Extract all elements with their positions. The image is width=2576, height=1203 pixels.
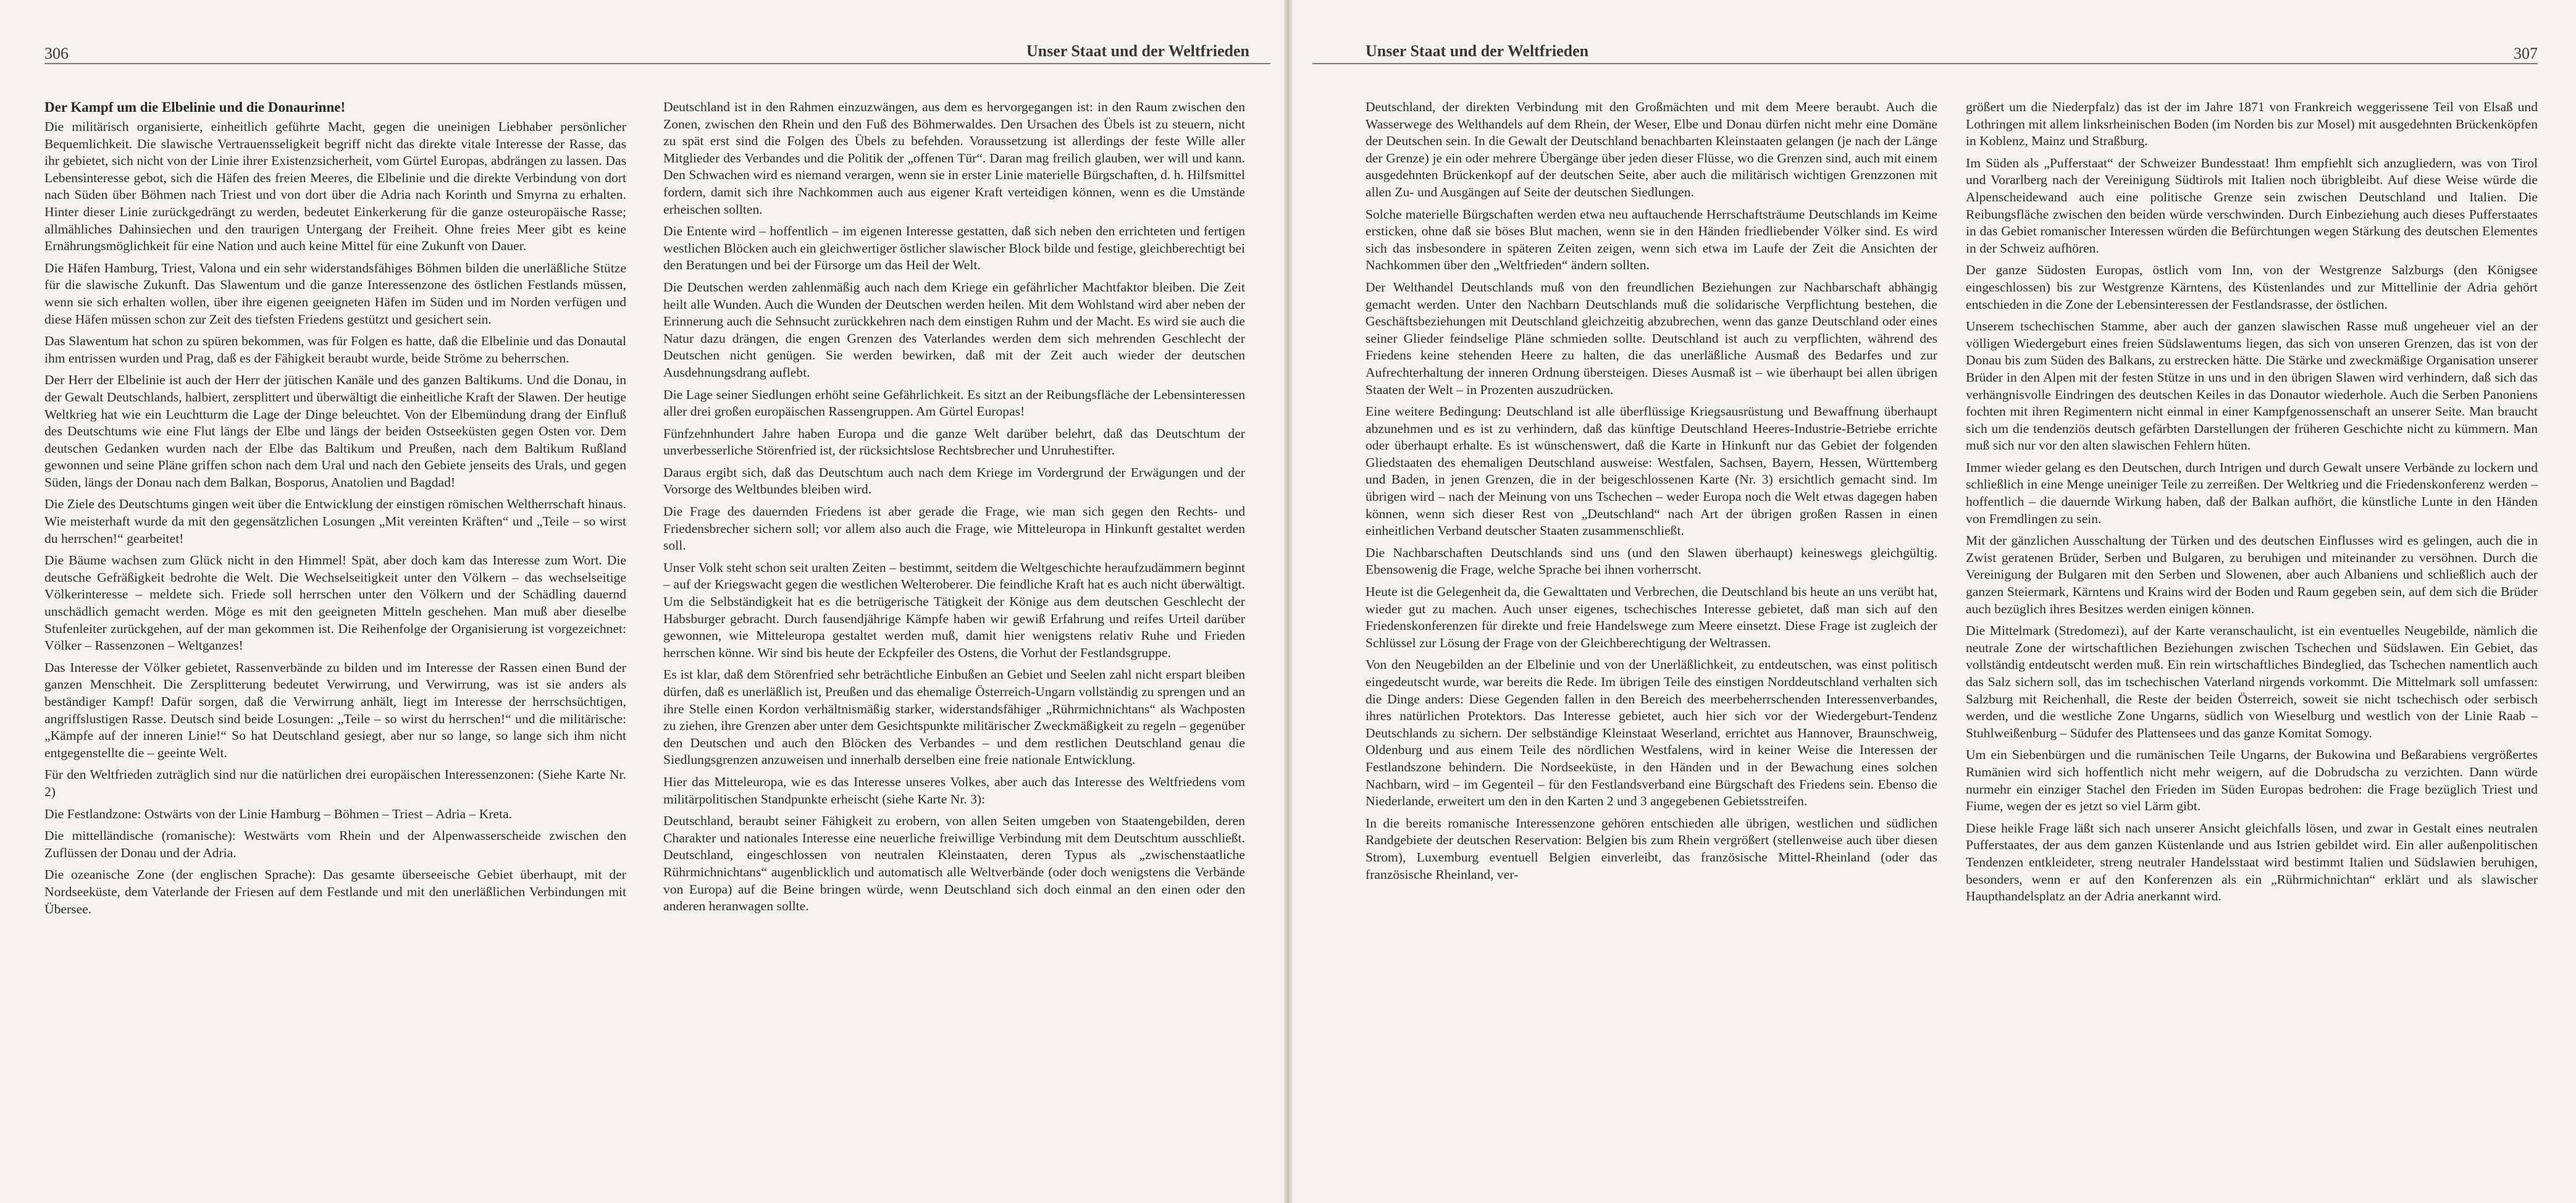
- page-number-left: 306: [44, 44, 69, 62]
- paragraph: Das Interesse der Völker gebietet, Rassenverbände zu bilden und im Interesse der Rassen einen Bund der ganzen Menschheit. Die Zersplitterung bedeutet Verwirrung, und Verwirrung, was ist sie anders als beständiger Kampf! Dafür sorgen, daß die Verwirrung anhält, liegt im Interesse der herrschsüchtigen, angriffslustigen Rasse. Deutsch sind beide Losungen: „Teile – so wirst du herrschen!“ und die militärische: „Kämpfe auf der inneren Linie!“ So hat Deutschland gesiegt, aber nur so lange, so lange sich ihm nicht entgegenstellte die – geeinte Welt.: [44, 660, 626, 760]
- paragraph: Die Deutschen werden zahlenmäßig auch nach dem Kriege ein gefährlicher Machtfaktor bleiben. Die Zeit heilt alle Wunden. Auch die Wunden der Deutschen werden heilen. Mit dem Wohlstand wird aber neben der Erinnerung auch die Sehnsucht zurückkehren nach dem einstigen Ruhm und der Macht. Es wird sie auch die Natur dazu drängen, die engen Grenzen des Vaterlandes werden dem sich mehrenden Geschlecht der Deutschen nicht genügen. Sie werden bewirken, daß mit der Zeit auch wieder der deutschen Ausdehnungsdrang auflebt.: [663, 279, 1245, 380]
- paragraph: Der ganze Südosten Europas, östlich vom Inn, von der Westgrenze Salzburgs (den Königsee eingeschlossen) bis zur Westgrenze Kärntens, des Küstenlandes und zur Mittellinie der Adria gehört entschieden in die Zone der Lebensinteressen der Festlandsrasse, der östlichen.: [1966, 262, 2538, 312]
- paragraph: Fünfzehnhundert Jahre haben Europa und die ganze Welt darüber belehrt, daß das Deutschtum der unverbesserliche Störenfried ist, der rücksichtslose Rechtsbrecher und Unruhestifter.: [663, 425, 1245, 458]
- right-column-2: [1966, 99, 2538, 910]
- paragraph: Eine weitere Bedingung: Deutschland ist alle überflüssige Kriegsausrüstung und Bewaffnung überhaupt abzunehmen und es ist zu verhindern, daß das künftige Deutschland Heeres-Industrie-Betriebe errichte oder überhaupt erhalte. Es ist wünschenswert, daß die Karte in Hinkunft nur das Gebiet der folgenden Gliedstaaten des ehemaligen Deutschland ausweise: Westfalen, Sachsen, Bayern, Hessen, Württemberg und Baden, in jenen Grenzen, die in der beigeschlossenen Karte (Nr. 3) ersichtlich gemacht sind. Im übrigen wird – nach der Meinung von uns Tschechen – weder Europa noch die Welt etwas dagegen haben können, wenn sich dieser Rest von „Deutschland“ nach Art der übrigen großen Rassen in einen einheitlichen Verband deutscher Staaten zusammenschließt.: [1366, 404, 1937, 539]
- paragraph: Von den Neugebilden an der Elbelinie und von der Unerläßlichkeit, zu entdeutschen, was einst politisch eingedeutscht wurde, war bereits die Rede. Im übrigen Teile des einstigen Norddeutschland verhalten sich die Dinge anders: Diese Gegenden fallen in den Bereich des meerbeherrschenden Interessenverbandes, ihres natürlichen Protektors. Das Interesse gebietet, auch hier sich vor der Wiedergeburt-Tendenz Deutschlands zu sichern. Der selbständige Kleinstaat Weserland, errichtet aus Hannover, Braunschweig, Oldenburg und aus einem Teile des nördlichen Westfalens, wird in keiner Weise die Interessen der Festlandszone behindern. Die Nordseeküste, in den Händen und in der Bewachung eines solchen Nachbarn, wird – im Gegenteil – für den Festlandsverband eine Bürgschaft des Friedens sein. Ebenso die Niederlande, erweitert um den in den Karten 2 und 3 angegebenen Gebietsstreifen.: [1366, 657, 1937, 809]
- paragraph: Die Nachbarschaften Deutschlands sind uns (und den Slawen überhaupt) keineswegs gleichgültig. Ebensowenig die Frage, welche Sprache bei ihnen vorherrscht.: [1366, 545, 1937, 577]
- page-number-right: 307: [2514, 44, 2538, 62]
- paragraph: Heute ist die Gelegenheit da, die Gewalttaten und Verbrechen, die Deutschland bis heute an uns verübt hat, wieder gut zu machen. Auch unser eigenes, tschechisches Interesse gebietet, daß man sich auf den Friedenskonferenzen für direkte und freie Handelswege zum Meere einsetzt. Diese Frage ist zugleich der Schlüssel zur Lösung der Frage von der Gleichberechtigung der Weltrassen.: [1366, 584, 1937, 650]
- paragraph: Der Herr der Elbelinie ist auch der Herr der jütischen Kanäle und des ganzen Baltikums. Und die Donau, in der Gewalt Deutschlands, halbiert, zersplittert und überwältigt die einheitliche Kraft der Slawen. Der heutige Weltkrieg hat wie ein Leuchtturm die Lage der Dinge beleuchtet. Von der Elbemündung drang der Einfluß des Deutschtums wie eine Flut längs der Elbe und längs der beiden Ostseeküsten gegen Osten vor. Dem deutschen Gedanken wurden nach der Elbe das Baltikum und Preußen, nach dem Baltikum Rußland gewonnen und seine Pläne griffen schon nach dem Ural und nach den Gebiete jenseits des Urals, und gegen Süden, längs der Donau nach dem Balkan, Bosporus, Anatolien und Bagdad!: [44, 372, 626, 490]
- paragraph: Die ozeanische Zone (der englischen Sprache): Das gesamte überseeische Gebiet überhaupt, mit der Nordseeküste, dem Vaterlande der Friesen auf dem Festlande und mit den unerläßlichen Verbindungen mit Übersee.: [44, 867, 626, 916]
- left-column-1: [44, 99, 626, 923]
- section-heading: Der Kampf um die Elbelinie und die Donaurinne!: [44, 99, 346, 115]
- paragraph: Immer wieder gelang es den Deutschen, durch Intrigen und durch Gewalt unsere Verbände zu lockern und schließlich in eine Menge uneiniger Teile zu zerreißen. Der Weltkrieg und die Friedenskonferenz werden – hoffentlich – die dauernde Wirkung haben, daß der Balkan aufhört, die künstliche Lunte in den Händen von Fremdlingen zu sein.: [1966, 459, 2538, 526]
- paragraph: Diese heikle Frage läßt sich nach unserer Ansicht gleichfalls lösen, und zwar in Gestalt eines neutralen Pufferstaates, der aus dem ganzen Küstenlande und aus Istrien gebildet wird. Ein aller außenpolitischen Tendenzen entkleideter, streng neutraler Handelsstaat wird bestimmt Italien und Südslawien beruhigen, besonders, wenn er auf den Konferenzen als ein „Rührmichnichtan“ erklärt und als slawischer Haupthandelsplatz an der Adria anerkannt wird.: [1966, 820, 2538, 904]
- paragraph: Unser Volk steht schon seit uralten Zeiten – bestimmt, seitdem die Weltgeschichte heraufzudämmern beginnt – auf der Kriegswacht gegen die westlichen Welteroberer. Die feindliche Kraft hat es auch nicht überwältigt. Um die Selbständigkeit hat es die betrügerische Tätigkeit der Könige aus dem deutschen Geschlecht der Habsburger gebracht. Durch fausendjährige Kämpfe haben wir gewiß Erfahrung und reifes Urteil darüber gewonnen, wie Mitteleuropa gestaltet werden muß, damit hier wenigstens relativ Ruhe und Frieden herrschen könne. Wir sind bis heute der Eckpfeiler des Ostens, die Vorhut der Festlandsgruppe.: [663, 560, 1245, 660]
- paragraph: Die Mittelmark (Stredomezi), auf der Karte veranschaulicht, ist ein eventuelles Neugebilde, nämlich die neutrale Zone der wirtschaftlichen Beziehungen zwischen Tschechen und Südslawen. Ein Gebiet, das vollständig entdeutscht werden muß. Ein rein wirtschaftliches Bindeglied, das Tschechen namentlich auch das Salz sichern soll, das im tschechischen Vaterland nirgends vorkommt. Die Mittelmark soll umfassen: Salzburg mit Reichenhall, die Reste der beiden Österreich, soweit sie nicht tschechisch oder serbisch werden, und die westliche Zone Ungarns, südlich von Wieselburg und westlich von der Linie Raab – Stuhlweißenburg – Südufer des Plattensees und das ganze Komitat Somogy.: [1966, 623, 2538, 740]
- paragraph: Die militärisch organisierte, einheitlich geführte Macht, gegen die uneinigen Liebhaber persönlicher Bequemlichkeit. Die slawische Vertrauensseligkeit begriff nicht das direkte vitale Interesse der Rasse, das ihr gebietet, sich nicht von der Linie ihrer Existenzsicherheit, vom Gürtel Europas, abdrängen zu lassen. Das Lebensinteresse gebot, sich die Häfen des freien Meeres, die Elbelinie und die direkte Verbindung von dort nach Süden über Böhmen nach Triest und von dort über die Adria nach Korinth und Smyrna zu erhalten. Hinter dieser Linie zurückgedrängt zu werden, bedeutet Einkerkerung für die ganze osteuropäische Rasse; allmähliches Dahinsiechen und den traurigen Untergang der Freiheit. Ohne freies Meer gibt es keine Ernährungsmöglichkeit für eine Nation und auch keine Mittel für eine Zukunft von Dauer.: [44, 119, 626, 254]
- left-page-columns: [44, 99, 1270, 923]
- paragraph: Mit der gänzlichen Ausschaltung der Türken und des deutschen Einflusses wird es gelingen, auch die in Zwist geratenen Brüder, Serben und Bulgaren, zu beruhigen und miteinander zu versöhnen. Durch die Vereinigung der Bulgaren mit den Serben und Slowenen, aber auch Albaniens und schließlich auch der ganzen Steiermark, Kärntens und Krains wird der Boden und Raum gegeben sein, auf dem sich die Brüder auch bezüglich ihres Besitzes werden einigen können.: [1966, 533, 2538, 616]
- paragraph: Deutschland ist in den Rahmen einzuzwängen, aus dem es hervorgegangen ist: in den Raum zwischen den Zonen, zwischen den Rhein und den Fuß des Böhmerwaldes. Den Ursachen des Übels ist zu steuern, nicht zu spät erst sind die Folgen des Übels zu befehden. Voraussetzung ist allerdings der feste Wille aller Mitglieder des Verbandes und die Politik der „offenen Tür“. Daran mag freilich glauben, wer will und kann. Den Schwachen wird es niemand verargen, wenn sie in erster Linie materielle Bürgschaften, d. h. Hilfsmittel fordern, damit sich ihre Nachkommen auch aus eigener Kraft verteidigen können, wenn es die Umstände erheischen sollten.: [663, 99, 1245, 217]
- right-column-1: [1366, 99, 1937, 910]
- paragraph: Die Frage des dauernden Friedens ist aber gerade die Frage, wie man sich gegen den Rechts- und Friedensbrecher sichern soll; vor allem also auch die Frage, wie Mitteleuropa in Hinkunft gestaltet werden soll.: [663, 504, 1245, 553]
- paragraph: Deutschland, beraubt seiner Fähigkeit zu erobern, von allen Seiten umgeben von Staatengebilden, deren Charakter und nationales Interesse eine neuerliche freiwillige Verbindung mit dem Deutschtum ausschließt. Deutschland, eingeschlossen von neutralen Kleinstaaten, deren Typus als „zwischenstaatliche Rührmichnichtans“ augenblicklich und automatisch alle Weltverbände (oder doch wenigstens die Verbände von Europa) auf die Beine bringen würde, wenn Deutschland sich doch einmal an den einen oder den anderen heranwagen sollte.: [663, 813, 1245, 914]
- paragraph: Solche materielle Bürgschaften werden etwa neu auftauchende Herrschaftsträume Deutschlands im Keime ersticken, ohne daß sie böses Blut machen, wenn sie in den Händen friedliebender Völker sind. Es wird sich das insbesondere in späteren Zeiten zeigen, wenn sich etwa im Laufe der Zeit die Ansichten der Nachkommen über den „Weltfrieden“ ändern sollten.: [1366, 206, 1937, 273]
- paragraph: Der Welthandel Deutschlands muß von den freundlichen Beziehungen zur Nachbarschaft abhängig gemacht werden. Unter den Nachbarn Deutschlands muß die solidarische Verpflichtung bestehen, die Geschäftsbeziehungen mit Deutschland gleichzeitig abzubrechen, wenn das ganze Deutschland oder eines seiner Glieder feindselige Pläne schmieden sollte. Deutschland ist auch zu verpflichten, während des Friedens keine stehenden Heere zu halten, die das unerläßliche Ausmaß des Bedarfes und zur Aufrechterhaltung der inneren Ordnung übersteigen. Dieses Ausmaß ist – wie überhaupt bei allen übrigen Staaten der Welt – in Prozenten auszudrücken.: [1366, 279, 1937, 397]
- paragraph: Die Festlandzone: Ostwärts von der Linie Hamburg – Böhmen – Triest – Adria – Kreta.: [44, 806, 513, 821]
- book-gutter: [1284, 0, 1293, 1203]
- paragraph: Die Häfen Hamburg, Triest, Valona und ein sehr widerstandsfähiges Böhmen bilden die unerläßliche Stütze für die slawische Zukunft. Das Slawentum und die ganze Interessenzone des östlichen Festlands müssen, wenn sie sich erhalten wollen, über ihre eigenen geeigneten Häfen im Süden und im Norden verfügen und diese Häfen müssen schon zur Zeit des tiefsten Friedens gestützt und gesichert sein.: [44, 260, 626, 327]
- right-page-columns: [1366, 99, 2538, 910]
- paragraph: In die bereits romanische Interessenzone gehören entschieden alle übrigen, westlichen und südlichen Randgebiete der deutschen Reservation: Belgien bis zum Rhein vergrößert (stellenweise auch über diesen Strom), Luxemburg eventuell Belgien einverleibt, das französische Mittel-Rheinland (oder das französische Rheinland, ver-: [1366, 815, 1937, 882]
- paragraph: Die Bäume wachsen zum Glück nicht in den Himmel! Spät, aber doch kam das Interesse zum Wort. Die deutsche Gefräßigkeit bedrohte die Welt. Die Wechselseitigkeit unter den Völkern – das wechselseitige Völkerinteresse – meldete sich. Friede soll herrschen unter den Völkern und der Schädling dauernd unschädlich gemacht werden. Möge es mit den geeigneten Mitteln geschehen. Man muß aber dieselbe Stufenleiter zurückgehen, auf der man gekommen ist. Die Reihenfolge der Organisierung ist vorgezeichnet: Völker – Rassenzonen – Weltganzes!: [44, 553, 626, 653]
- paragraph: Hier das Mitteleuropa, wie es das Interesse unseres Volkes, aber auch das Interesse des Weltfriedens vom militärpolitischen Standpunkte erheischt (siehe Karte Nr. 3):: [663, 774, 1245, 807]
- left-column-2: [663, 99, 1245, 923]
- paragraph: Es ist klar, daß dem Störenfried sehr beträchtliche Einbußen an Gebiet und Seelen zahl nicht erspart bleiben dürfen, daß es unerläßlich ist, Preußen und das ehemalige Österreich-Ungarn vollständig zu sprengen und an ihre Stelle einen Kordon verhältnismäßig starker, widerstandsfähiger „Rührmichnichtans“ als Wachposten zu ziehen, ihre Grenzen aber unter dem Gesichtspunkte militärischer Zweckmäßigkeit zu regeln – gegenüber den Deutschen und auch den Blöcken des Verbandes – und dem restlichen Deutschland genau die Siedlungsgrenzen anzuweisen und innerhalb derselben eine freie nationale Entwicklung.: [663, 667, 1245, 768]
- running-title-right: Unser Staat und der Weltfrieden: [1366, 42, 1589, 60]
- paragraph: Die Entente wird – hoffentlich – im eigenen Interesse gestatten, daß sich neben den errichteten und fertigen westlichen Blöcken auch ein gleichwertiger östlicher slawischer Block bilde und festige, gleichberechtigt bei den Beratungen und bei der Fürsorge um das Heil der Welt.: [663, 224, 1246, 273]
- paragraph: Die mittelländische (romanische): Westwärts vom Rhein und der Alpenwasserscheide zwischen den Zuflüssen der Donau und der Adria.: [44, 828, 626, 860]
- paragraph: Daraus ergibt sich, daß das Deutschtum auch nach dem Kriege im Vordergrund der Erwägungen und der Vorsorge des Weltbundes bleiben wird.: [663, 464, 1245, 497]
- paragraph: größert um die Niederpfalz) das ist der im Jahre 1871 von Frankreich weggerissene Teil von Elsaß und Lothringen mit allem linksrheinischen Boden (im Norden bis zur Mosel) mit ausgedehnten Brückenköpfen in Koblenz, Mainz und Straßburg.: [1966, 99, 2538, 149]
- running-head-left: [44, 38, 1270, 64]
- paragraph: Die Ziele des Deutschtums gingen weit über die Entwicklung der einstigen römischen Weltherrschaft hinaus. Wie meisterhaft wurde da mit den gegensätzlichen Losungen „Mit vereinten Kräften“ und „Teile – so wirst du herrschen!“ gearbeitet!: [44, 497, 626, 546]
- paragraph: Um ein Siebenbürgen und die rumänischen Teile Ungarns, der Bukowina und Beßarabiens vergrößertes Rumänien wird sich hoffentlich nicht mehr weigern, auf die Dobrudscha zu verzichten. Dann würde nurmehr ein einziger Stachel den Frieden im Süden Europas bedrohen: die Frage bezüglich Triest und Fiume, wegen der es jetzt so viel Lärm gibt.: [1966, 747, 2538, 814]
- paragraph: Für den Weltfrieden zuträglich sind nur die natürlichen drei europäischen Interessenzonen: (Siehe Karte Nr. 2): [44, 767, 626, 799]
- paragraph: Das Slawentum hat schon zu spüren bekommen, was für Folgen es hatte, daß die Elbelinie und das Donautal ihm entrissen wurden und Prag, daß es der Fähigkeit beraubt wurde, beide Ströme zu beherrschen.: [44, 333, 626, 366]
- running-title-left: Unser Staat und der Weltfrieden: [1026, 42, 1249, 60]
- paragraph: Unserem tschechischen Stamme, aber auch der ganzen slawischen Rasse muß ungeheuer viel an der völligen Wiedergeburt eines freien Südslawentums liegen, das sich von unseren Grenzen, das ist von der Donau bis zum Süden des Balkans, zu erstrecken hätte. Die Stärke und zweckmäßige Organisation unserer Brüder in den Alpen mit der festen Stütze in uns und in den übrigen Slawen wird verhindern, daß sich das verhängnisvolle Eindringen des deutschen Keiles in das Donautor wiederhole. Auch die Serben Panoniens fochten mit ihren Regimentern nicht einmal in einer Kampfgenossenschaft an unserer Seite. Man braucht sich um die tendenziös deutsch gefärbten Darstellungen der früheren Geschichte nicht zu kümmern. Man muß sich nur vor den alten slawischen Fehlern hüten.: [1966, 319, 2538, 453]
- paragraph: Deutschland, der direkten Verbindung mit den Großmächten und mit dem Meere beraubt. Auch die Wasserwege des Welthandels auf dem Rhein, der Weser, Elbe und Donau dürfen nicht mehr eine Domäne der Deutschen sein. In die Gewalt der Deutschland benachbarten Kleinstaaten gelangen (je nach der Länge der Grenze) je ein oder mehrere Übergänge über jeden dieser Flüsse, wo die Grenzen sind, auch mit einem ausgedehnten Brückenkopf auf der deutschen Seite, aber auch die militärisch wichtigen Grenzzonen mit allen Zu- und Ausgängen auf Seite der deutschen Siedlungen.: [1366, 99, 1937, 199]
- running-head-right: [1312, 38, 2538, 64]
- paragraph: Die Lage seiner Siedlungen erhöht seine Gefährlichkeit. Es sitzt an der Reibungsfläche der Lebensinteressen aller drei großen europäischen Rassengruppen. Am Gürtel Europas!: [663, 387, 1245, 419]
- paragraph: Im Süden als „Pufferstaat“ der Schweizer Bundesstaat! Ihm empfiehlt sich anzugliedern, was von Tirol und Vorarlberg nach der Vereinigung Südtirols mit Italien noch übrigbleibt. Auf diese Weise würde die Alpenscheidewand auch eine politische Grenze sein zwischen Deutschland und Italien. Die Reibungsfläche zwischen den beiden würde verschwinden. Durch Einbeziehung auch dieses Pufferstaates in das Gebiet romanischer Interessen würden die Befürchtungen wegen Stärkung des deutschen Elementes in der Schweiz aufhören.: [1966, 155, 2538, 256]
- right-page: [1288, 0, 2576, 1203]
